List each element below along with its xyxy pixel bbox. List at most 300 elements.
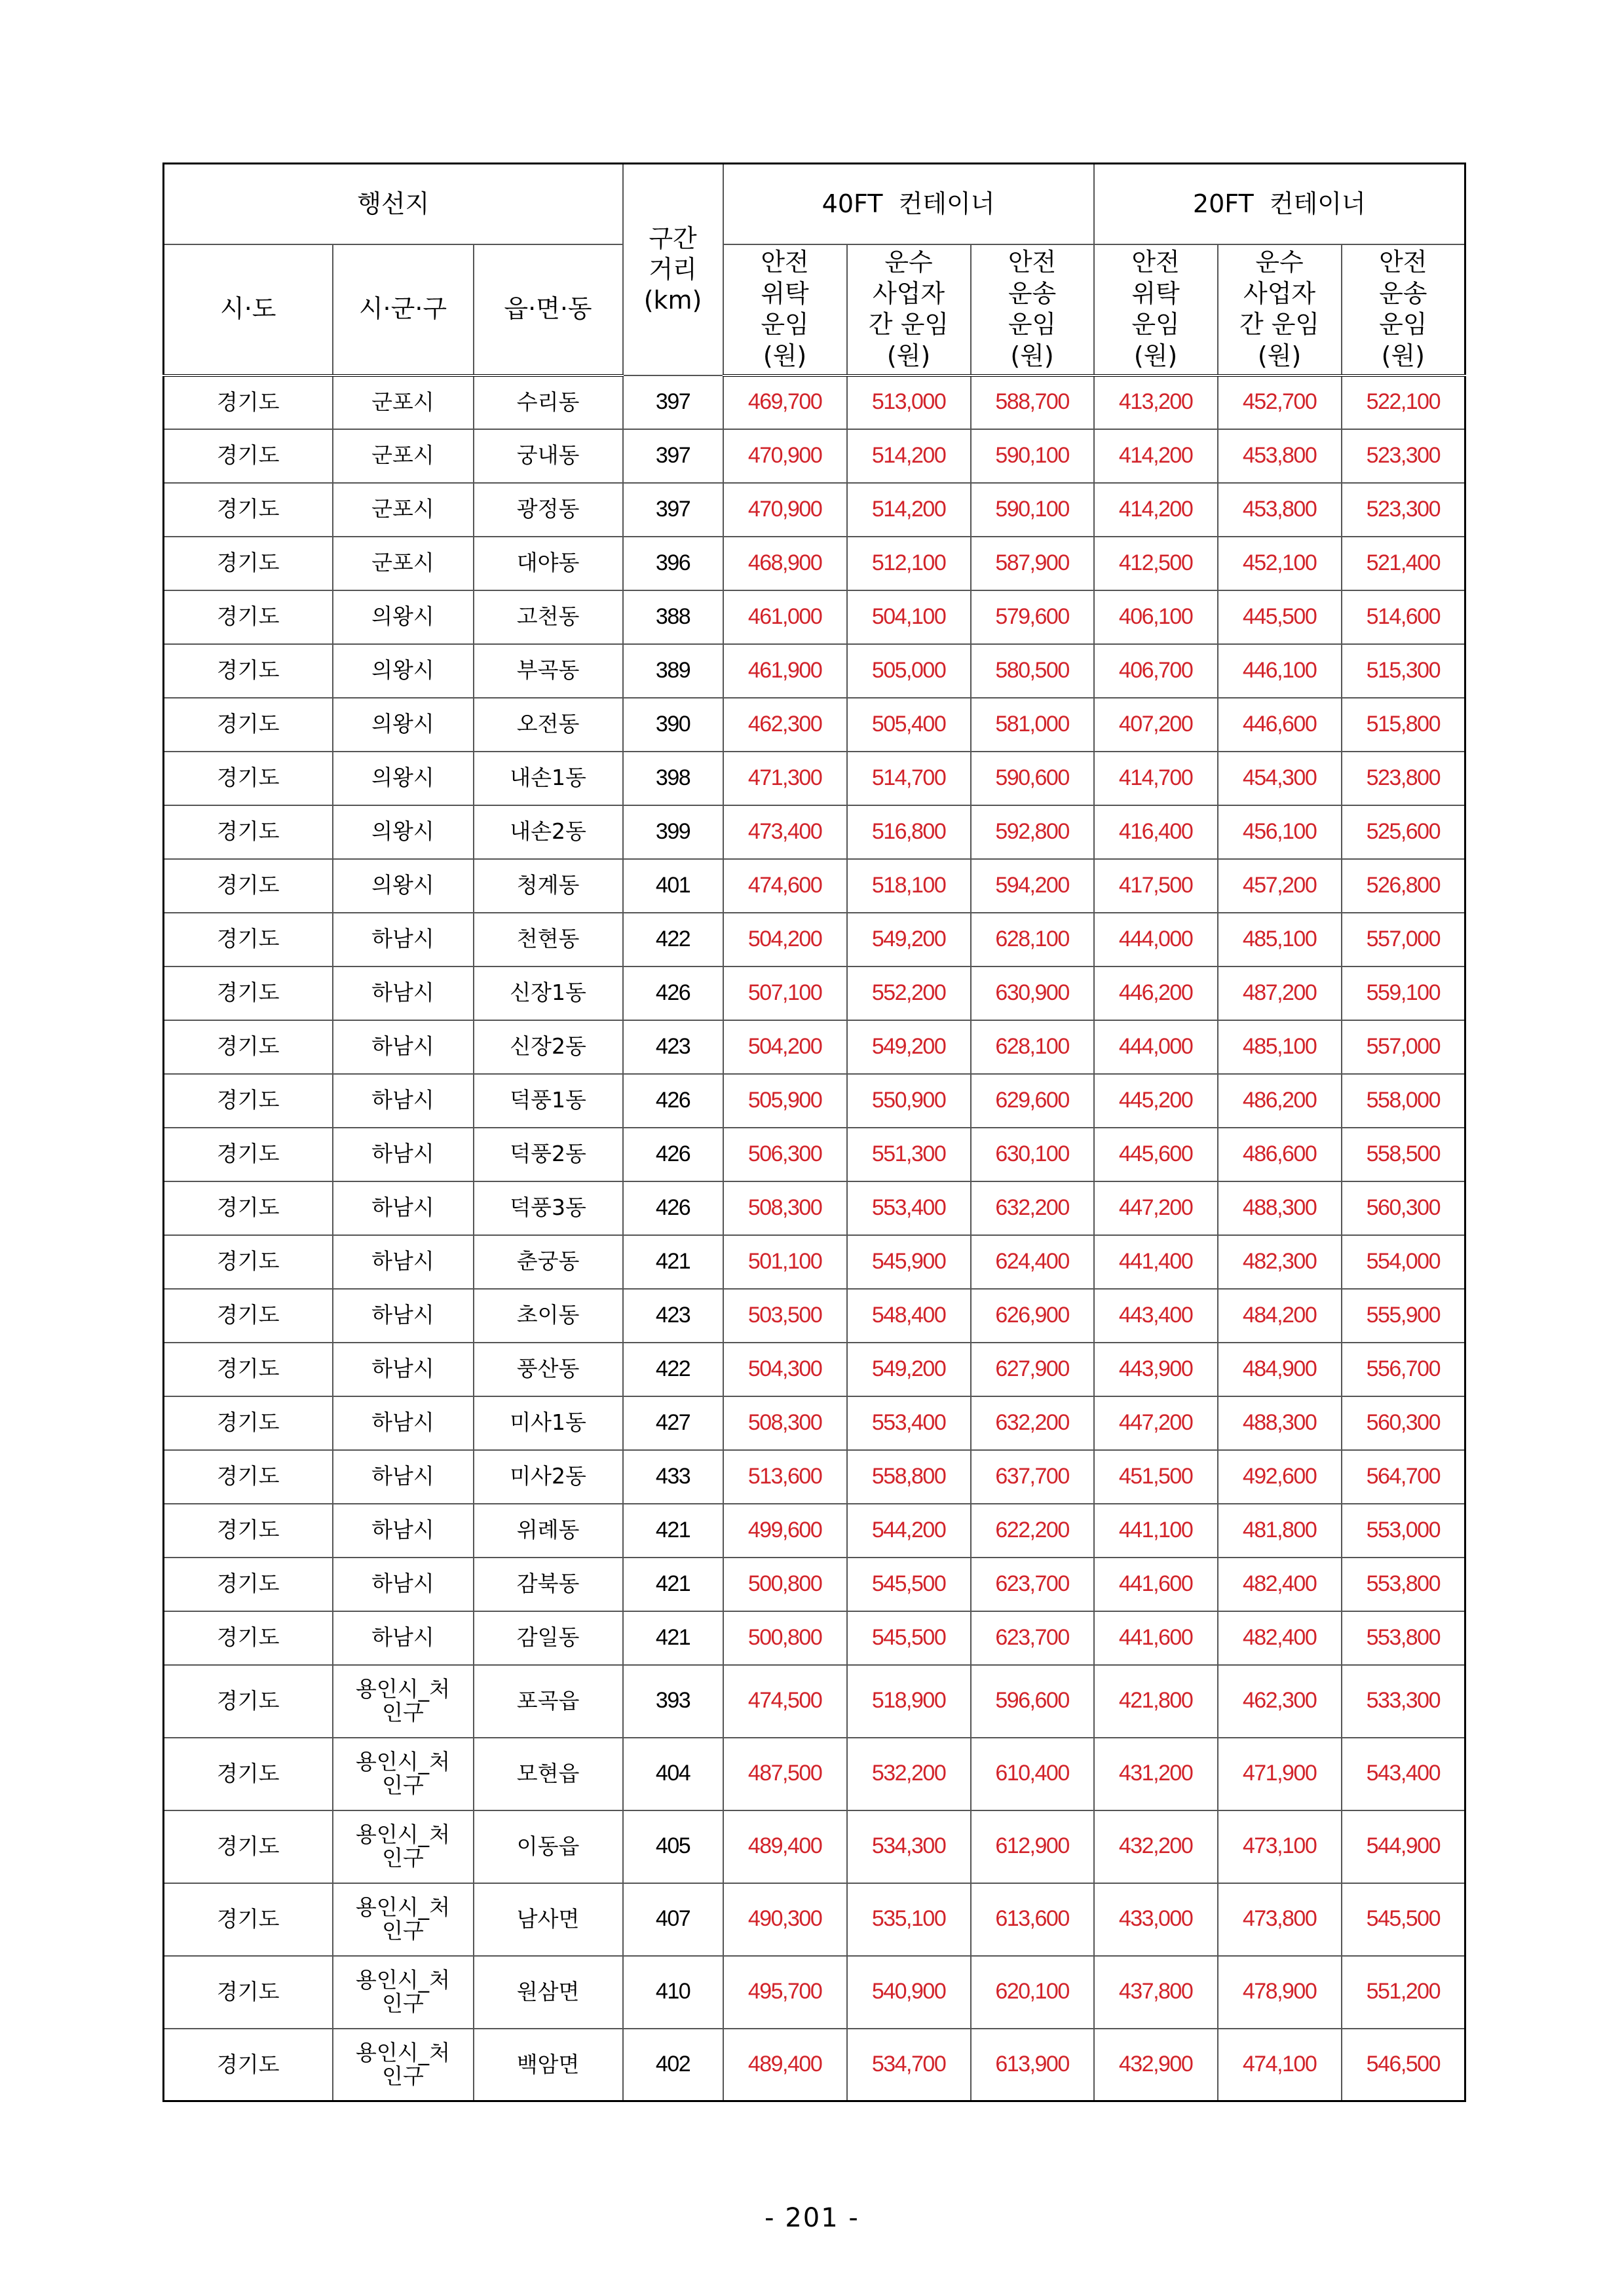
cell-20ft-safe-transport-fare: 557,000 bbox=[1342, 913, 1465, 966]
cell-distance-km: 390 bbox=[623, 698, 723, 752]
table-row bbox=[164, 805, 1465, 859]
table-body bbox=[164, 375, 1465, 2101]
cell-eupmyeondong: 남사면 bbox=[474, 1883, 623, 1956]
cell-20ft-safe-consign-fare: 445,600 bbox=[1094, 1128, 1218, 1181]
cell-20ft-safe-transport-fare: 557,000 bbox=[1342, 1020, 1465, 1074]
cell-sigungu: 용인시_처 인구 bbox=[333, 1956, 474, 2029]
cell-40ft-carrier-fare: 514,200 bbox=[847, 429, 971, 483]
cell-20ft-safe-transport-fare: 560,300 bbox=[1342, 1181, 1465, 1235]
cell-40ft-carrier-fare: 513,000 bbox=[847, 375, 971, 429]
cell-sido: 경기도 bbox=[164, 1611, 333, 1665]
cell-distance-km: 426 bbox=[623, 1128, 723, 1181]
cell-sido: 경기도 bbox=[164, 483, 333, 537]
cell-20ft-safe-consign-fare: 451,500 bbox=[1094, 1450, 1218, 1504]
cell-sido: 경기도 bbox=[164, 1558, 333, 1611]
cell-sido: 경기도 bbox=[164, 429, 333, 483]
table-header bbox=[164, 164, 1465, 375]
header-eupmyeondong: 읍·면·동 bbox=[474, 244, 623, 375]
cell-40ft-carrier-fare: 558,800 bbox=[847, 1450, 971, 1504]
cell-20ft-carrier-fare: 482,400 bbox=[1218, 1558, 1342, 1611]
cell-40ft-safe-transport-fare: 637,700 bbox=[971, 1450, 1094, 1504]
cell-sigungu: 군포시 bbox=[333, 429, 474, 483]
cell-distance-km: 405 bbox=[623, 1810, 723, 1883]
cell-sigungu: 의왕시 bbox=[333, 752, 474, 805]
cell-20ft-safe-consign-fare: 432,200 bbox=[1094, 1810, 1218, 1883]
cell-eupmyeondong: 풍산동 bbox=[474, 1343, 623, 1396]
cell-20ft-carrier-fare: 446,600 bbox=[1218, 698, 1342, 752]
cell-sigungu: 하남시 bbox=[333, 1343, 474, 1396]
cell-20ft-safe-transport-fare: 515,800 bbox=[1342, 698, 1465, 752]
cell-sigungu: 군포시 bbox=[333, 537, 474, 590]
cell-eupmyeondong: 수리동 bbox=[474, 375, 623, 429]
table-row bbox=[164, 1128, 1465, 1181]
cell-40ft-safe-transport-fare: 610,400 bbox=[971, 1738, 1094, 1810]
cell-40ft-carrier-fare: 553,400 bbox=[847, 1181, 971, 1235]
cell-40ft-safe-consign-fare: 490,300 bbox=[723, 1883, 847, 1956]
cell-20ft-carrier-fare: 456,100 bbox=[1218, 805, 1342, 859]
cell-20ft-safe-consign-fare: 417,500 bbox=[1094, 859, 1218, 913]
cell-40ft-safe-consign-fare: 499,600 bbox=[723, 1504, 847, 1558]
cell-sido: 경기도 bbox=[164, 1020, 333, 1074]
table-row bbox=[164, 1396, 1465, 1450]
cell-eupmyeondong: 궁내동 bbox=[474, 429, 623, 483]
cell-eupmyeondong: 초이동 bbox=[474, 1289, 623, 1343]
cell-20ft-safe-consign-fare: 441,600 bbox=[1094, 1558, 1218, 1611]
cell-distance-km: 388 bbox=[623, 590, 723, 644]
cell-40ft-safe-transport-fare: 626,900 bbox=[971, 1289, 1094, 1343]
cell-40ft-safe-transport-fare: 613,600 bbox=[971, 1883, 1094, 1956]
cell-20ft-safe-transport-fare: 560,300 bbox=[1342, 1396, 1465, 1450]
cell-distance-km: 427 bbox=[623, 1396, 723, 1450]
cell-40ft-carrier-fare: 512,100 bbox=[847, 537, 971, 590]
cell-20ft-safe-consign-fare: 416,400 bbox=[1094, 805, 1218, 859]
cell-20ft-safe-consign-fare: 414,200 bbox=[1094, 483, 1218, 537]
cell-eupmyeondong: 춘궁동 bbox=[474, 1235, 623, 1289]
cell-sigungu: 용인시_처 인구 bbox=[333, 1738, 474, 1810]
cell-20ft-carrier-fare: 485,100 bbox=[1218, 1020, 1342, 1074]
cell-40ft-safe-consign-fare: 461,000 bbox=[723, 590, 847, 644]
cell-40ft-carrier-fare: 505,400 bbox=[847, 698, 971, 752]
cell-20ft-safe-consign-fare: 414,700 bbox=[1094, 752, 1218, 805]
table-row bbox=[164, 375, 1465, 429]
cell-40ft-safe-consign-fare: 462,300 bbox=[723, 698, 847, 752]
cell-20ft-safe-consign-fare: 433,000 bbox=[1094, 1883, 1218, 1956]
cell-eupmyeondong: 미사2동 bbox=[474, 1450, 623, 1504]
cell-eupmyeondong: 내손2동 bbox=[474, 805, 623, 859]
cell-40ft-carrier-fare: 534,700 bbox=[847, 2029, 971, 2101]
cell-40ft-safe-transport-fare: 579,600 bbox=[971, 590, 1094, 644]
cell-20ft-carrier-fare: 462,300 bbox=[1218, 1665, 1342, 1738]
cell-20ft-carrier-fare: 488,300 bbox=[1218, 1396, 1342, 1450]
cell-sigungu: 의왕시 bbox=[333, 805, 474, 859]
cell-20ft-safe-consign-fare: 443,400 bbox=[1094, 1289, 1218, 1343]
table-row bbox=[164, 1611, 1465, 1665]
cell-sido: 경기도 bbox=[164, 590, 333, 644]
table-row bbox=[164, 1956, 1465, 2029]
cell-eupmyeondong: 오전동 bbox=[474, 698, 623, 752]
cell-40ft-carrier-fare: 518,100 bbox=[847, 859, 971, 913]
cell-40ft-safe-consign-fare: 503,500 bbox=[723, 1289, 847, 1343]
cell-20ft-safe-transport-fare: 564,700 bbox=[1342, 1450, 1465, 1504]
table-row bbox=[164, 1665, 1465, 1738]
cell-20ft-carrier-fare: 453,800 bbox=[1218, 429, 1342, 483]
table-row bbox=[164, 483, 1465, 537]
cell-20ft-carrier-fare: 474,100 bbox=[1218, 2029, 1342, 2101]
cell-eupmyeondong: 포곡읍 bbox=[474, 1665, 623, 1738]
header-row-sub bbox=[164, 244, 1465, 375]
cell-40ft-safe-consign-fare: 508,300 bbox=[723, 1181, 847, 1235]
cell-sido: 경기도 bbox=[164, 966, 333, 1020]
cell-sigungu: 하남시 bbox=[333, 1558, 474, 1611]
cell-40ft-safe-consign-fare: 469,700 bbox=[723, 375, 847, 429]
cell-20ft-safe-consign-fare: 441,100 bbox=[1094, 1504, 1218, 1558]
cell-sigungu: 하남시 bbox=[333, 1289, 474, 1343]
cell-40ft-carrier-fare: 548,400 bbox=[847, 1289, 971, 1343]
cell-40ft-carrier-fare: 544,200 bbox=[847, 1504, 971, 1558]
table-row bbox=[164, 1738, 1465, 1810]
cell-distance-km: 397 bbox=[623, 429, 723, 483]
cell-20ft-carrier-fare: 482,300 bbox=[1218, 1235, 1342, 1289]
cell-distance-km: 410 bbox=[623, 1956, 723, 2029]
cell-40ft-safe-transport-fare: 590,100 bbox=[971, 429, 1094, 483]
cell-20ft-safe-consign-fare: 412,500 bbox=[1094, 537, 1218, 590]
cell-40ft-safe-consign-fare: 474,600 bbox=[723, 859, 847, 913]
cell-eupmyeondong: 원삼면 bbox=[474, 1956, 623, 2029]
cell-eupmyeondong: 내손1동 bbox=[474, 752, 623, 805]
cell-40ft-safe-transport-fare: 588,700 bbox=[971, 375, 1094, 429]
cell-20ft-safe-consign-fare: 447,200 bbox=[1094, 1181, 1218, 1235]
cell-sido: 경기도 bbox=[164, 1883, 333, 1956]
cell-eupmyeondong: 이동읍 bbox=[474, 1810, 623, 1883]
cell-20ft-safe-transport-fare: 523,300 bbox=[1342, 429, 1465, 483]
cell-20ft-safe-transport-fare: 514,600 bbox=[1342, 590, 1465, 644]
cell-sido: 경기도 bbox=[164, 644, 333, 698]
cell-20ft-safe-transport-fare: 553,800 bbox=[1342, 1558, 1465, 1611]
cell-40ft-safe-consign-fare: 500,800 bbox=[723, 1558, 847, 1611]
cell-distance-km: 396 bbox=[623, 537, 723, 590]
cell-sigungu: 하남시 bbox=[333, 1074, 474, 1128]
cell-distance-km: 426 bbox=[623, 1181, 723, 1235]
cell-40ft-safe-consign-fare: 468,900 bbox=[723, 537, 847, 590]
cell-20ft-safe-transport-fare: 522,100 bbox=[1342, 375, 1465, 429]
cell-20ft-safe-consign-fare: 444,000 bbox=[1094, 1020, 1218, 1074]
cell-sigungu: 의왕시 bbox=[333, 590, 474, 644]
cell-sido: 경기도 bbox=[164, 1810, 333, 1883]
cell-40ft-carrier-fare: 535,100 bbox=[847, 1883, 971, 1956]
cell-distance-km: 421 bbox=[623, 1504, 723, 1558]
cell-20ft-carrier-fare: 492,600 bbox=[1218, 1450, 1342, 1504]
cell-sigungu: 하남시 bbox=[333, 913, 474, 966]
cell-40ft-carrier-fare: 514,700 bbox=[847, 752, 971, 805]
cell-40ft-carrier-fare: 545,500 bbox=[847, 1611, 971, 1665]
header-20ft-safe-consign-fare: 안전 위탁 운임 (원) bbox=[1094, 244, 1218, 375]
header-40ft-safe-transport-fare: 안전 운송 운임 (원) bbox=[971, 244, 1094, 375]
cell-sido: 경기도 bbox=[164, 1738, 333, 1810]
cell-distance-km: 426 bbox=[623, 966, 723, 1020]
table-row bbox=[164, 2029, 1465, 2101]
cell-20ft-safe-consign-fare: 446,200 bbox=[1094, 966, 1218, 1020]
table-row bbox=[164, 1558, 1465, 1611]
cell-40ft-safe-transport-fare: 620,100 bbox=[971, 1956, 1094, 2029]
cell-40ft-safe-transport-fare: 624,400 bbox=[971, 1235, 1094, 1289]
cell-sigungu: 하남시 bbox=[333, 1128, 474, 1181]
cell-40ft-carrier-fare: 549,200 bbox=[847, 913, 971, 966]
cell-40ft-safe-consign-fare: 487,500 bbox=[723, 1738, 847, 1810]
cell-20ft-safe-transport-fare: 553,000 bbox=[1342, 1504, 1465, 1558]
cell-40ft-safe-consign-fare: 504,300 bbox=[723, 1343, 847, 1396]
cell-sido: 경기도 bbox=[164, 859, 333, 913]
cell-eupmyeondong: 신장2동 bbox=[474, 1020, 623, 1074]
cell-eupmyeondong: 미사1동 bbox=[474, 1396, 623, 1450]
cell-20ft-carrier-fare: 486,200 bbox=[1218, 1074, 1342, 1128]
cell-distance-km: 399 bbox=[623, 805, 723, 859]
cell-distance-km: 397 bbox=[623, 375, 723, 429]
table-row bbox=[164, 859, 1465, 913]
cell-distance-km: 421 bbox=[623, 1235, 723, 1289]
cell-40ft-safe-transport-fare: 612,900 bbox=[971, 1810, 1094, 1883]
table-row bbox=[164, 1450, 1465, 1504]
table-row bbox=[164, 429, 1465, 483]
cell-distance-km: 397 bbox=[623, 483, 723, 537]
cell-40ft-safe-consign-fare: 507,100 bbox=[723, 966, 847, 1020]
cell-40ft-safe-transport-fare: 632,200 bbox=[971, 1396, 1094, 1450]
cell-20ft-carrier-fare: 478,900 bbox=[1218, 1956, 1342, 2029]
cell-40ft-safe-transport-fare: 622,200 bbox=[971, 1504, 1094, 1558]
cell-40ft-carrier-fare: 545,500 bbox=[847, 1558, 971, 1611]
cell-sigungu: 하남시 bbox=[333, 966, 474, 1020]
cell-40ft-carrier-fare: 514,200 bbox=[847, 483, 971, 537]
table-row bbox=[164, 644, 1465, 698]
cell-40ft-safe-transport-fare: 628,100 bbox=[971, 1020, 1094, 1074]
cell-eupmyeondong: 신장1동 bbox=[474, 966, 623, 1020]
cell-sido: 경기도 bbox=[164, 1956, 333, 2029]
cell-distance-km: 401 bbox=[623, 859, 723, 913]
cell-20ft-safe-transport-fare: 556,700 bbox=[1342, 1343, 1465, 1396]
table-row bbox=[164, 1289, 1465, 1343]
cell-20ft-safe-transport-fare: 533,300 bbox=[1342, 1665, 1465, 1738]
cell-eupmyeondong: 백암면 bbox=[474, 2029, 623, 2101]
cell-distance-km: 433 bbox=[623, 1450, 723, 1504]
cell-40ft-safe-transport-fare: 630,900 bbox=[971, 966, 1094, 1020]
cell-40ft-safe-consign-fare: 471,300 bbox=[723, 752, 847, 805]
cell-distance-km: 421 bbox=[623, 1558, 723, 1611]
cell-sido: 경기도 bbox=[164, 1235, 333, 1289]
cell-40ft-carrier-fare: 532,200 bbox=[847, 1738, 971, 1810]
cell-20ft-safe-consign-fare: 406,700 bbox=[1094, 644, 1218, 698]
cell-sido: 경기도 bbox=[164, 1504, 333, 1558]
cell-20ft-safe-transport-fare: 525,600 bbox=[1342, 805, 1465, 859]
cell-20ft-safe-consign-fare: 444,000 bbox=[1094, 913, 1218, 966]
cell-20ft-safe-transport-fare: 521,400 bbox=[1342, 537, 1465, 590]
table-row bbox=[164, 537, 1465, 590]
cell-40ft-carrier-fare: 553,400 bbox=[847, 1396, 971, 1450]
cell-40ft-safe-consign-fare: 504,200 bbox=[723, 913, 847, 966]
cell-40ft-carrier-fare: 505,000 bbox=[847, 644, 971, 698]
cell-sido: 경기도 bbox=[164, 805, 333, 859]
cell-20ft-carrier-fare: 473,100 bbox=[1218, 1810, 1342, 1883]
header-40ft-carrier-fare: 운수 사업자 간 운임 (원) bbox=[847, 244, 971, 375]
cell-20ft-safe-transport-fare: 523,800 bbox=[1342, 752, 1465, 805]
table-row bbox=[164, 1074, 1465, 1128]
page-number: - 201 - bbox=[765, 2203, 859, 2233]
cell-distance-km: 422 bbox=[623, 913, 723, 966]
cell-sigungu: 의왕시 bbox=[333, 644, 474, 698]
cell-20ft-safe-consign-fare: 431,200 bbox=[1094, 1738, 1218, 1810]
cell-20ft-carrier-fare: 487,200 bbox=[1218, 966, 1342, 1020]
cell-40ft-carrier-fare: 545,900 bbox=[847, 1235, 971, 1289]
cell-40ft-carrier-fare: 549,200 bbox=[847, 1020, 971, 1074]
cell-20ft-safe-consign-fare: 413,200 bbox=[1094, 375, 1218, 429]
cell-40ft-safe-transport-fare: 592,800 bbox=[971, 805, 1094, 859]
cell-40ft-safe-consign-fare: 505,900 bbox=[723, 1074, 847, 1128]
cell-distance-km: 407 bbox=[623, 1883, 723, 1956]
cell-20ft-safe-transport-fare: 523,300 bbox=[1342, 483, 1465, 537]
header-sido: 시·도 bbox=[164, 244, 333, 375]
cell-40ft-carrier-fare: 516,800 bbox=[847, 805, 971, 859]
cell-20ft-safe-transport-fare: 546,500 bbox=[1342, 2029, 1465, 2101]
cell-20ft-safe-transport-fare: 543,400 bbox=[1342, 1738, 1465, 1810]
cell-20ft-safe-consign-fare: 445,200 bbox=[1094, 1074, 1218, 1128]
table-row bbox=[164, 913, 1465, 966]
cell-sigungu: 용인시_처 인구 bbox=[333, 2029, 474, 2101]
cell-sido: 경기도 bbox=[164, 1450, 333, 1504]
cell-20ft-carrier-fare: 481,800 bbox=[1218, 1504, 1342, 1558]
cell-20ft-safe-consign-fare: 406,100 bbox=[1094, 590, 1218, 644]
cell-eupmyeondong: 고천동 bbox=[474, 590, 623, 644]
cell-40ft-safe-transport-fare: 628,100 bbox=[971, 913, 1094, 966]
header-20ft-container: 20FT 컨테이너 bbox=[1094, 164, 1465, 244]
table-row bbox=[164, 1810, 1465, 1883]
cell-40ft-safe-consign-fare: 504,200 bbox=[723, 1020, 847, 1074]
cell-sido: 경기도 bbox=[164, 375, 333, 429]
cell-20ft-safe-transport-fare: 553,800 bbox=[1342, 1611, 1465, 1665]
cell-40ft-safe-transport-fare: 581,000 bbox=[971, 698, 1094, 752]
cell-20ft-carrier-fare: 484,900 bbox=[1218, 1343, 1342, 1396]
cell-20ft-safe-consign-fare: 421,800 bbox=[1094, 1665, 1218, 1738]
cell-sigungu: 하남시 bbox=[333, 1235, 474, 1289]
cell-sigungu: 하남시 bbox=[333, 1181, 474, 1235]
cell-40ft-safe-consign-fare: 501,100 bbox=[723, 1235, 847, 1289]
cell-40ft-safe-transport-fare: 627,900 bbox=[971, 1343, 1094, 1396]
cell-40ft-safe-transport-fare: 590,100 bbox=[971, 483, 1094, 537]
cell-distance-km: 422 bbox=[623, 1343, 723, 1396]
header-sigungu: 시·군·구 bbox=[333, 244, 474, 375]
cell-sido: 경기도 bbox=[164, 752, 333, 805]
cell-40ft-carrier-fare: 550,900 bbox=[847, 1074, 971, 1128]
cell-40ft-carrier-fare: 552,200 bbox=[847, 966, 971, 1020]
cell-20ft-safe-transport-fare: 545,500 bbox=[1342, 1883, 1465, 1956]
cell-40ft-carrier-fare: 551,300 bbox=[847, 1128, 971, 1181]
cell-eupmyeondong: 덕풍2동 bbox=[474, 1128, 623, 1181]
header-row-top bbox=[164, 164, 1465, 244]
cell-40ft-safe-transport-fare: 596,600 bbox=[971, 1665, 1094, 1738]
cell-40ft-safe-transport-fare: 594,200 bbox=[971, 859, 1094, 913]
cell-20ft-safe-consign-fare: 441,400 bbox=[1094, 1235, 1218, 1289]
cell-40ft-safe-transport-fare: 590,600 bbox=[971, 752, 1094, 805]
cell-20ft-carrier-fare: 485,100 bbox=[1218, 913, 1342, 966]
cell-20ft-carrier-fare: 488,300 bbox=[1218, 1181, 1342, 1235]
cell-sigungu: 하남시 bbox=[333, 1611, 474, 1665]
cell-40ft-safe-transport-fare: 629,600 bbox=[971, 1074, 1094, 1128]
cell-eupmyeondong: 감북동 bbox=[474, 1558, 623, 1611]
cell-20ft-safe-consign-fare: 414,200 bbox=[1094, 429, 1218, 483]
cell-sigungu: 군포시 bbox=[333, 375, 474, 429]
cell-40ft-safe-transport-fare: 623,700 bbox=[971, 1611, 1094, 1665]
cell-20ft-carrier-fare: 457,200 bbox=[1218, 859, 1342, 913]
cell-20ft-safe-transport-fare: 559,100 bbox=[1342, 966, 1465, 1020]
cell-distance-km: 398 bbox=[623, 752, 723, 805]
cell-sido: 경기도 bbox=[164, 1665, 333, 1738]
cell-sigungu: 용인시_처 인구 bbox=[333, 1883, 474, 1956]
cell-eupmyeondong: 감일동 bbox=[474, 1611, 623, 1665]
cell-20ft-safe-transport-fare: 554,000 bbox=[1342, 1235, 1465, 1289]
cell-40ft-safe-consign-fare: 500,800 bbox=[723, 1611, 847, 1665]
cell-sido: 경기도 bbox=[164, 1289, 333, 1343]
cell-distance-km: 423 bbox=[623, 1020, 723, 1074]
table-row bbox=[164, 1181, 1465, 1235]
cell-40ft-safe-consign-fare: 470,900 bbox=[723, 483, 847, 537]
cell-40ft-safe-transport-fare: 630,100 bbox=[971, 1128, 1094, 1181]
cell-40ft-safe-consign-fare: 470,900 bbox=[723, 429, 847, 483]
cell-sigungu: 하남시 bbox=[333, 1020, 474, 1074]
cell-20ft-carrier-fare: 473,800 bbox=[1218, 1883, 1342, 1956]
header-20ft-carrier-fare: 운수 사업자 간 운임 (원) bbox=[1218, 244, 1342, 375]
cell-40ft-safe-consign-fare: 508,300 bbox=[723, 1396, 847, 1450]
cell-40ft-safe-consign-fare: 495,700 bbox=[723, 1956, 847, 2029]
cell-sigungu: 용인시_처 인구 bbox=[333, 1665, 474, 1738]
table-row bbox=[164, 966, 1465, 1020]
cell-eupmyeondong: 모현읍 bbox=[474, 1738, 623, 1810]
cell-sido: 경기도 bbox=[164, 1128, 333, 1181]
table-row bbox=[164, 1504, 1465, 1558]
cell-sigungu: 군포시 bbox=[333, 483, 474, 537]
cell-40ft-safe-consign-fare: 513,600 bbox=[723, 1450, 847, 1504]
freight-rate-table bbox=[162, 163, 1466, 2102]
cell-sido: 경기도 bbox=[164, 698, 333, 752]
cell-distance-km: 404 bbox=[623, 1738, 723, 1810]
cell-eupmyeondong: 위례동 bbox=[474, 1504, 623, 1558]
cell-20ft-safe-consign-fare: 407,200 bbox=[1094, 698, 1218, 752]
cell-distance-km: 389 bbox=[623, 644, 723, 698]
cell-40ft-safe-consign-fare: 489,400 bbox=[723, 1810, 847, 1883]
cell-20ft-carrier-fare: 453,800 bbox=[1218, 483, 1342, 537]
table-row bbox=[164, 1883, 1465, 1956]
cell-20ft-safe-transport-fare: 544,900 bbox=[1342, 1810, 1465, 1883]
cell-40ft-carrier-fare: 518,900 bbox=[847, 1665, 971, 1738]
cell-eupmyeondong: 광정동 bbox=[474, 483, 623, 537]
cell-sigungu: 하남시 bbox=[333, 1396, 474, 1450]
cell-20ft-carrier-fare: 484,200 bbox=[1218, 1289, 1342, 1343]
cell-sigungu: 의왕시 bbox=[333, 698, 474, 752]
cell-20ft-carrier-fare: 454,300 bbox=[1218, 752, 1342, 805]
cell-20ft-safe-consign-fare: 437,800 bbox=[1094, 1956, 1218, 2029]
header-distance: 구간 거리 (km) bbox=[623, 164, 723, 375]
cell-40ft-safe-consign-fare: 489,400 bbox=[723, 2029, 847, 2101]
cell-40ft-safe-consign-fare: 473,400 bbox=[723, 805, 847, 859]
cell-eupmyeondong: 덕풍1동 bbox=[474, 1074, 623, 1128]
cell-sido: 경기도 bbox=[164, 1074, 333, 1128]
cell-20ft-safe-consign-fare: 432,900 bbox=[1094, 2029, 1218, 2101]
cell-20ft-carrier-fare: 452,100 bbox=[1218, 537, 1342, 590]
table-row bbox=[164, 1235, 1465, 1289]
cell-20ft-safe-consign-fare: 447,200 bbox=[1094, 1396, 1218, 1450]
cell-sido: 경기도 bbox=[164, 1396, 333, 1450]
cell-20ft-safe-transport-fare: 515,300 bbox=[1342, 644, 1465, 698]
cell-distance-km: 426 bbox=[623, 1074, 723, 1128]
cell-40ft-safe-consign-fare: 461,900 bbox=[723, 644, 847, 698]
cell-40ft-carrier-fare: 540,900 bbox=[847, 1956, 971, 2029]
cell-sido: 경기도 bbox=[164, 537, 333, 590]
